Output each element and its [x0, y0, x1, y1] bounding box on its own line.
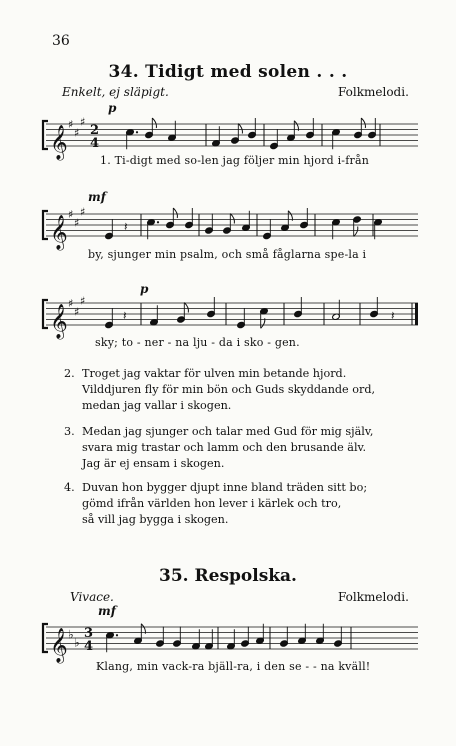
treble-clef: 𝄞 [50, 628, 68, 663]
verse-line: medan jag vallar i skogen. [82, 399, 232, 412]
verse-line: så vill jag bygga i skogen. [82, 513, 229, 526]
key-sharp: ♯ [68, 118, 74, 131]
verse-line: Jag är ej ensam i skogen. [82, 457, 225, 470]
song-title: 35. Respolska. [159, 566, 297, 586]
verse-line: Duvan hon bygger djupt inne bland träden sitt bo; [82, 481, 368, 494]
note-flag [152, 118, 156, 128]
key-sharp: ♯ [80, 294, 86, 308]
verse-3 [64, 424, 374, 472]
note-flag [354, 227, 358, 237]
lyric-line: by, sjunger min psalm, och små fåglarna spe-la i [88, 248, 367, 261]
music-staff [46, 205, 418, 250]
tempo-marking: Vivace. [70, 590, 114, 604]
rest: 𝄽 [124, 219, 128, 234]
note-dot [116, 634, 118, 636]
verse-4 [64, 480, 368, 528]
key-sharp: ♯ [74, 305, 80, 319]
final-barline-thick [415, 303, 418, 325]
dynamic-marking: mf [88, 190, 106, 204]
key-sharp: ♯ [74, 216, 80, 230]
music-staff [46, 294, 418, 339]
verse-line: Vilddjuren fly för min bön och Guds skyddande ord, [82, 383, 376, 396]
treble-clef: 𝄞 [50, 304, 68, 339]
key-flat: ♭ [74, 635, 80, 650]
note-flag [173, 208, 177, 218]
note-flag [230, 214, 234, 224]
time-signature-top: 2 [90, 123, 100, 138]
origin-label: Folkmelodi. [338, 590, 409, 604]
lyric-line: sky; to - ner - na lju - da i sko - gen. [95, 336, 300, 349]
verse-line: gömd ifrån världen hon lever i kärlek och tro, [82, 497, 342, 510]
note-dot [136, 131, 138, 133]
lyric-line: 1. Ti-digt med so-len jag följer min hjord i-från [100, 154, 369, 167]
page-number: 36 [52, 33, 70, 49]
verse-line: svara mig trastar och lamm och den brusande älv. [82, 441, 367, 454]
key-sharp: ♯ [80, 115, 86, 129]
time-signature-bottom: 4 [90, 136, 100, 151]
rest: 𝄽 [391, 308, 395, 323]
verse-line: Troget jag vaktar för ulven min betande hjord. [82, 367, 347, 380]
verse-2 [64, 366, 376, 414]
treble-clef: 𝄞 [50, 215, 68, 250]
origin-label: Folkmelodi. [338, 85, 409, 99]
key-sharp: ♯ [68, 297, 74, 310]
music-staff [46, 621, 418, 663]
key-sharp: ♯ [68, 208, 74, 221]
dynamic-marking: p [140, 282, 149, 296]
note-flag [361, 118, 365, 128]
note-dot [157, 221, 159, 223]
verse-number: 2. [64, 367, 75, 380]
key-sharp: ♯ [80, 205, 86, 219]
time-signature-top: 3 [84, 626, 94, 641]
key-flat: ♭ [68, 627, 74, 642]
verse-number: 3. [64, 425, 75, 438]
dynamic-marking: p [108, 101, 117, 115]
time-signature-bottom: 4 [84, 639, 94, 654]
verse-line: Medan jag sjunger och talar med Gud för mig själv, [82, 425, 374, 438]
treble-clef: 𝄞 [50, 125, 68, 160]
note-flag [238, 124, 242, 134]
rest: 𝄽 [123, 308, 127, 323]
dynamic-marking: mf [98, 604, 116, 618]
tempo-marking: Enkelt, ej släpigt. [62, 85, 169, 99]
verse-number: 4. [64, 481, 75, 494]
note-flag [184, 303, 188, 313]
key-sharp: ♯ [74, 126, 80, 140]
lyric-line: Klang, min vack-ra bjäll-ra, i den se - - na kväll! [96, 660, 371, 673]
song-title: 34. Tidigt med solen . . . [108, 62, 348, 82]
music-staff [46, 115, 418, 160]
